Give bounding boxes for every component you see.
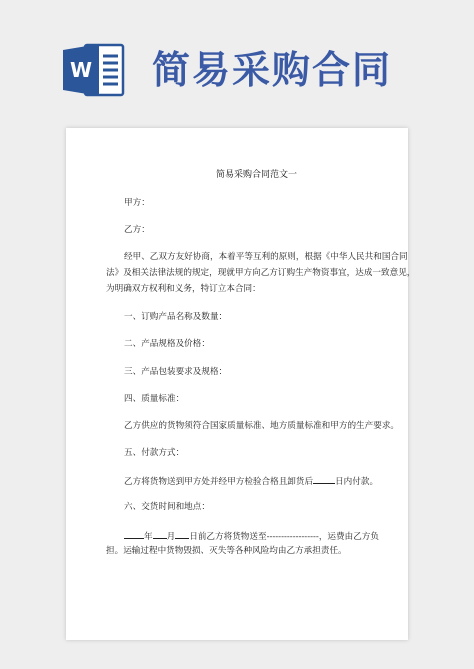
delivery-month-blank (153, 530, 167, 539)
banner-title: 简易采购合同 (152, 48, 393, 92)
delivery-day-blank (175, 530, 189, 539)
intro-line-2: 法》及相关法律法规的规定，现就甲方向乙方订购生产物资事宜，达成一致意见， (106, 268, 416, 278)
payment-text-start: 乙方将货物送到甲方处并经甲方检验合格且卸货后 (124, 477, 314, 487)
party-b-label: 乙方： (124, 225, 150, 235)
payment-days-blank (313, 475, 335, 484)
delivery-text-start: 日前乙方将货物送至------------------，运费由乙方负 (189, 532, 379, 542)
quality-text: 乙方供应的货物须符合国家质量标准、地方质量标准和甲方的生产要求。 (124, 421, 400, 431)
section-5-heading: 五、付款方式： (124, 448, 185, 458)
section-2-heading: 二、产品规格及价格： (124, 339, 210, 349)
section-6-heading: 六、交货时间和地点： (124, 502, 210, 512)
delivery-year-label: 年 (144, 532, 153, 542)
delivery-text-continued: 担。运输过程中货物毁损、灭失等各种风险均由乙方承担责任。 (106, 546, 347, 556)
intro-line-1: 经甲、乙双方友好协商，本着平等互利的原则，根据《中华人民共和国合同 (124, 252, 408, 262)
banner (0, 0, 474, 122)
word-document-icon (63, 42, 125, 98)
delivery-text (124, 530, 379, 543)
document-title: 简易采购合同范文一 (216, 170, 298, 180)
document-page (66, 128, 416, 640)
party-a-label: 甲方： (124, 198, 150, 208)
section-1-heading: 一、订购产品名称及数量： (124, 312, 228, 322)
svg-text:W: W (69, 58, 93, 82)
delivery-month-label: 月 (166, 532, 176, 542)
payment-text-end: 日内付款。 (335, 477, 379, 487)
payment-text (124, 475, 378, 488)
intro-line-3: 为明确双方权利和义务，特订立本合同： (106, 284, 261, 294)
section-3-heading: 三、产品包装要求及规格： (124, 367, 228, 377)
section-4-heading: 四、质量标准： (124, 394, 185, 404)
delivery-year-blank (124, 530, 144, 539)
